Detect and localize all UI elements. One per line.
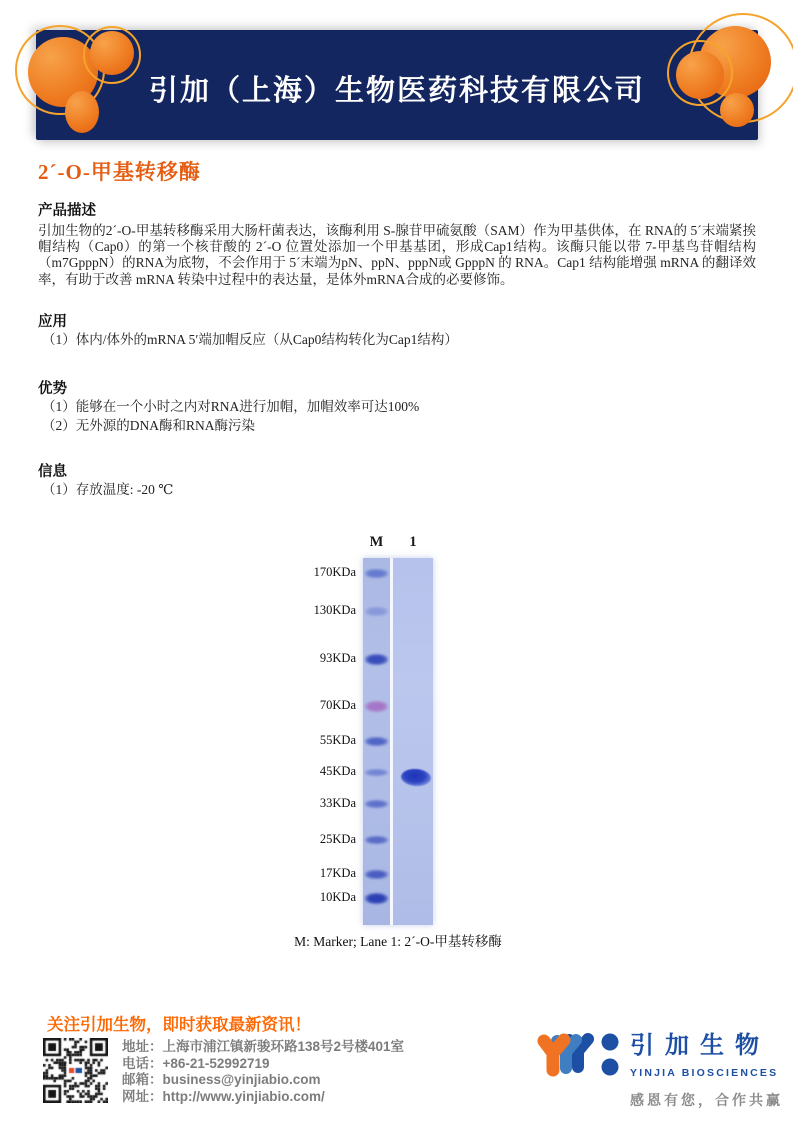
marker-band-70 [365, 701, 388, 712]
advantage-item: （1）能够在一个小时之内对RNA进行加帽，加帽效率可达100% [42, 399, 420, 415]
gel-image [363, 558, 433, 925]
contact-email-value[interactable]: business@yinjiabio.com [162, 1072, 321, 1087]
advantage-item: （2）无外源的DNA酶和RNA酶污染 [42, 417, 256, 433]
section-heading-info: 信息 [38, 464, 67, 481]
section-heading-description: 产品描述 [38, 203, 96, 219]
contact-info [122, 1039, 404, 1105]
page-footer [0, 1005, 793, 1123]
marker-band-45 [365, 769, 388, 776]
logo-name-cn: 引加生物 [630, 1032, 770, 1059]
contact-email [122, 1072, 404, 1089]
company-logo [533, 1019, 783, 1119]
mw-label-170: 170KDa [313, 565, 356, 579]
marker-band-130 [365, 607, 388, 616]
mw-label-55: 55KDa [319, 733, 356, 747]
section-heading-advantages: 优势 [38, 381, 67, 398]
sample-protein-band [400, 768, 431, 787]
marker-band-93 [365, 654, 388, 665]
marker-band-170 [365, 569, 388, 578]
logo-name-en: YINJIA BIOSCIENCES [630, 1067, 779, 1079]
lane-label-sample: 1 [409, 534, 417, 550]
mw-label-33: 33KDa [319, 796, 356, 810]
mw-label-93: 93KDa [319, 651, 356, 665]
header-banner [36, 30, 758, 140]
contact-address-value: 上海市浦江镇新骏环路138号2号楼401室 [162, 1039, 405, 1054]
contact-phone [122, 1056, 404, 1073]
contact-website [122, 1089, 404, 1106]
company-name: 引加（上海）生物医药科技有限公司 [148, 75, 645, 107]
product-description: 引加生物的2´-O-甲基转移酶采用大肠杆菌表达，该酶利用 S-腺苷甲硫氨酸（SAM）作为甲基供体，在 RNA的 5´末端紧挨帽结构（Cap0）的第一个核苷酸的 2´-O 位置处添加一个甲基基团，形成Cap1结构。该酶只能以带 7-甲基鸟苷帽结构（m7GpppN）的RNA为底物，不会作用于 5´末端为pN、ppN、pppN或 GpppN 的 RNA。Cap1 结构能增强 mRNA 的翻译效率，有助于改善 mRNA 转染中过程中的表达量，是体外mRNA合成的必要修饰。 [38, 223, 756, 287]
section-heading-application: 应用 [38, 313, 67, 330]
logo-tagline: 感恩有您，合作共赢 [630, 1092, 783, 1108]
contact-address [122, 1039, 404, 1056]
marker-band-25 [365, 836, 388, 844]
marker-band-17 [365, 870, 388, 879]
lane-label-marker: M [369, 534, 384, 550]
molecular-weight-labels [230, 558, 356, 925]
contact-phone-label: 电话： [122, 1055, 163, 1071]
contact-address-label: 地址： [122, 1039, 163, 1054]
molecule-logo-icon [533, 1027, 623, 1087]
footer-headline: 关注引加生物，即时获取最新资讯！ [47, 1016, 311, 1034]
info-item: （1）存放温度: -20 ℃ [42, 482, 174, 498]
contact-email-label: 邮箱： [122, 1072, 163, 1087]
contact-website-label: 网址： [122, 1088, 163, 1104]
marker-band-10 [365, 893, 388, 904]
mw-label-17: 17KDa [319, 866, 356, 880]
gel-figure [0, 532, 793, 962]
mw-label-130: 130KDa [313, 603, 356, 617]
mw-label-10: 10KDa [319, 890, 356, 904]
marker-band-33 [365, 800, 388, 808]
gel-caption: M: Marker; Lane 1: 2´-O-甲基转移酶 [294, 934, 502, 949]
product-content [38, 156, 756, 500]
contact-phone-value: +86-21-52992719 [162, 1055, 270, 1071]
mw-label-25: 25KDa [319, 832, 356, 846]
contact-website-value[interactable]: http://www.yinjiabio.com/ [162, 1088, 325, 1104]
marker-band-55 [365, 737, 388, 746]
qr-code [43, 1038, 108, 1103]
mw-label-70: 70KDa [319, 698, 356, 712]
product-title: 2´-O-甲基转移酶 [38, 160, 201, 184]
mw-label-45: 45KDa [319, 764, 356, 778]
application-item: （1）体内/体外的mRNA 5′端加帽反应（从Cap0结构转化为Cap1结构） [42, 331, 458, 347]
gel-lane-marker [363, 558, 390, 925]
deco-circle-icon [676, 51, 724, 99]
deco-circle-icon [720, 93, 754, 127]
gel-lane-sample [393, 558, 433, 925]
